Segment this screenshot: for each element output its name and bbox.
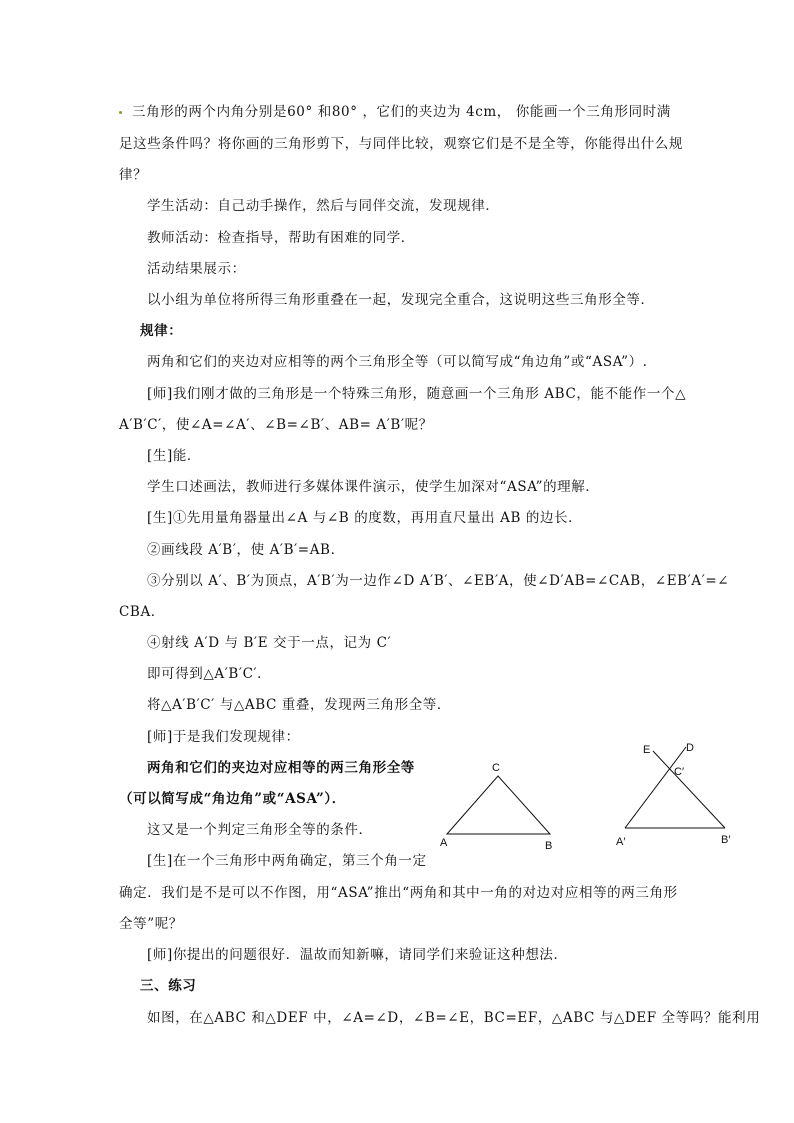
paragraph-line: 三角形的两个内角分别是60° 和80° ，它们的夹边为 4cm， 你能画一个三角形同时满 (119, 102, 671, 122)
student-question-line3: 全等”呢？ (119, 916, 183, 932)
teacher-response: [师]你提出的问题很好．温故而知新嘛，请同学们来验证这种想法． (147, 947, 568, 963)
section-heading: 三、练习 (140, 978, 197, 994)
rule2-line2: （可以简写成“角边角”或“ASA”）． (119, 791, 346, 807)
point-label-c-prime: C′ (674, 766, 685, 778)
teacher-activity: 教师活动：检查指导，帮助有困难的同学． (147, 230, 415, 246)
ray-a-d (625, 747, 686, 828)
teacher-question-line1: [师]我们刚才做的三角形是一个特殊三角形，随意画一个三角形 ABC，能不能作一个△ (147, 386, 687, 402)
bullet-dot (119, 111, 122, 114)
paragraph-line: 律？ (119, 167, 148, 183)
vertex-label-c: C (492, 762, 500, 774)
triangle-construction-figure (610, 735, 740, 855)
triangle-abc (447, 776, 550, 834)
step-4: ④射线 A′D 与 B′E 交于一点，记为 C′ (147, 635, 392, 651)
point-label-b-prime: B′ (721, 834, 731, 846)
oral-description: 学生口述画法，教师进行多媒体课件演示，使学生加深对“ASA”的理解． (147, 479, 600, 495)
ray-b-e (653, 751, 725, 828)
exercise-line: 如图，在△ABC 和△DEF 中，∠A=∠D，∠B=∠E，BC=EF，△ABC 与△DEF 全等吗？能利用 (147, 1010, 761, 1026)
vertex-label-a: A (440, 837, 448, 849)
vertex-label-b: B (545, 840, 553, 852)
rule2-line1: 两角和它们的夹边对应相等的两三角形全等 (147, 760, 415, 776)
step-1: [生]①先用量角器量出∠A 与∠B 的度数，再用直尺量出 AB 的边长． (147, 510, 583, 526)
condition-line: 这又是一个判定三角形全等的条件． (147, 822, 373, 838)
point-label-e: E (643, 744, 651, 756)
teacher-rule-intro: [师]于是我们发现规律： (147, 729, 300, 745)
student-activity: 学生活动：自己动手操作，然后与同伴交流，发现规律． (147, 198, 500, 214)
point-label-a-prime: A′ (616, 836, 626, 848)
point-label-d: D (686, 742, 694, 754)
step-2: ②画线段 A′B′，使 A′B′=AB． (147, 542, 345, 558)
result-line: 即可得到△A′B′C′． (147, 666, 272, 682)
activity-result: 活动结果展示： (147, 261, 246, 277)
group-overlap: 以小组为单位将所得三角形重叠在一起，发现完全重合，这说明这些三角形全等． (147, 292, 655, 308)
step-3-line1: ③分别以 A′、B′为顶点，A′B′为一边作∠D A′B′、∠EB′A，使∠D′AB=∠CAB，∠EB′A′=∠ (147, 573, 730, 589)
step-3-line2: CBA． (119, 604, 165, 620)
teacher-question-line2: A′B′C′，使∠A=∠A′、∠B=∠B′、AB= A′B′呢？ (119, 417, 433, 433)
student-answer: [生]能． (147, 448, 202, 464)
rule-heading: 规律： (140, 323, 183, 339)
paragraph-line: 足这些条件吗？将你画的三角形剪下，与同伴比较，观察它们是不是全等，你能得出什么规 (119, 136, 683, 152)
triangle-abc-figure (435, 755, 565, 855)
overlap-line: 将△A′B′C′ 与△ABC 重叠，发现两三角形全等． (147, 697, 451, 713)
student-question-line1: [生]在一个三角形中两角确定，第三个角一定 (147, 853, 427, 869)
rule-text: 两角和它们的夹边对应相等的两个三角形全等（可以简写成“角边角”或“ASA”）. (147, 354, 648, 370)
student-question-line2: 确定．我们是不是可以不作图，用“ASA”推出“两角和其中一角的对边对应相等的两三角形 (119, 885, 678, 901)
